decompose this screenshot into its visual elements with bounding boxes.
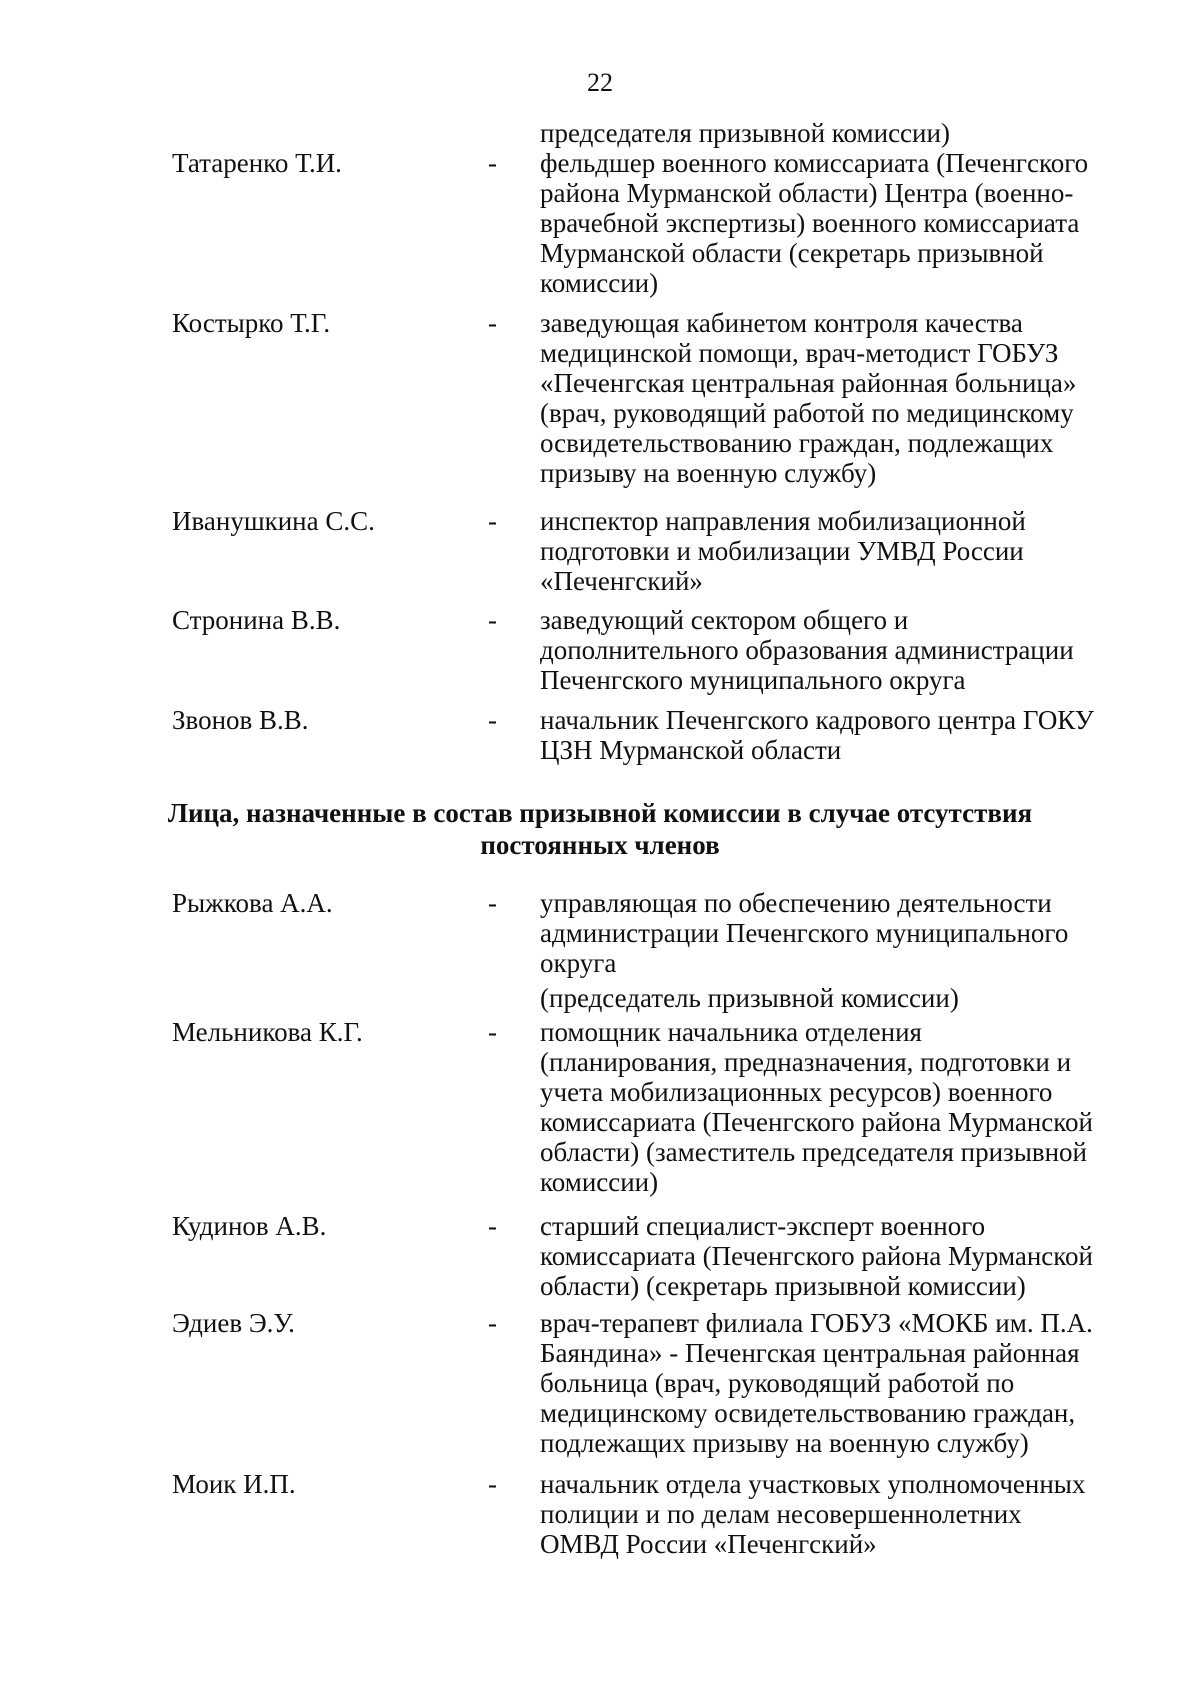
- substitute-description-line: медицинскому освидетельствованию граждан,: [540, 1398, 1076, 1428]
- substitute-description-line: больница (врач, руководящий работой по: [540, 1368, 1015, 1398]
- member-description-line: комиссии): [540, 268, 659, 298]
- member-description-line: Печенгского муниципального округа: [540, 665, 966, 695]
- substitute-description-line: области) (заместитель председателя призывной: [540, 1137, 1087, 1167]
- substitute-description-line: ОМВД России «Печенгский»: [540, 1529, 877, 1559]
- member-description-line: «Печенгская центральная районная больница»: [540, 368, 1077, 398]
- substitute-dash: -: [488, 1308, 497, 1338]
- member-name: Костырко Т.Г.: [172, 308, 331, 338]
- substitute-name: Моик И.П.: [172, 1469, 296, 1499]
- member-dash: -: [488, 506, 497, 536]
- member-description-line: фельдшер военного комиссариата (Печенгского: [540, 148, 1089, 178]
- member-dash: -: [488, 148, 497, 178]
- member-description-line: (врач, руководящий работой по медицинскому: [540, 398, 1074, 428]
- substitute-description-line: помощник начальника отделения: [540, 1017, 922, 1047]
- member-description-line: инспектор направления мобилизационной: [540, 506, 1026, 536]
- member-description-line: дополнительного образования администрации: [540, 635, 1074, 665]
- substitute-description-line: полиции и по делам несовершеннолетних: [540, 1499, 1022, 1529]
- continuation-line: председателя призывной комиссии): [540, 118, 950, 148]
- substitute-dash: -: [488, 888, 497, 918]
- member-description-line: «Печенгский»: [540, 566, 703, 596]
- member-description-line: подготовки и мобилизации УМВД России: [540, 536, 1024, 566]
- substitute-description-line: администрации Печенгского муниципального: [540, 918, 1069, 948]
- member-dash: -: [488, 605, 497, 635]
- substitute-dash: -: [488, 1469, 497, 1499]
- member-description-line: ЦЗН Мурманской области: [540, 735, 842, 765]
- member-description-line: призыву на военную службу): [540, 458, 877, 488]
- substitute-description-line: подлежащих призыву на военную службу): [540, 1428, 1029, 1458]
- substitute-name: Эдиев Э.У.: [172, 1308, 295, 1338]
- substitute-dash: -: [488, 1211, 497, 1241]
- substitute-description-line: (планирования, предназначения, подготовки и: [540, 1047, 1072, 1077]
- section-heading-line-1: Лица, назначенные в состав призывной комиссии в случае отсутствия: [167, 798, 1033, 828]
- substitute-description-line: старший специалист-эксперт военного: [540, 1211, 986, 1241]
- member-description-line: врачебной экспертизы) военного комиссариата: [540, 208, 1080, 238]
- substitute-description-line: управляющая по обеспечению деятельности: [540, 888, 1052, 918]
- substitute-description-line: (председатель призывной комиссии): [540, 983, 959, 1013]
- substitute-dash: -: [488, 1017, 497, 1047]
- substitute-name: Кудинов А.В.: [172, 1211, 327, 1241]
- member-description-line: медицинской помощи, врач-методист ГОБУЗ: [540, 338, 1059, 368]
- substitute-description-line: врач-терапевт филиала ГОБУЗ «МОКБ им. П.А.: [540, 1308, 1093, 1338]
- substitute-description-line: начальник отдела участковых уполномоченных: [540, 1469, 1086, 1499]
- member-name: Иванушкина С.С.: [172, 506, 375, 536]
- member-description-line: освидетельствованию граждан, подлежащих: [540, 428, 1054, 458]
- member-description-line: заведующий сектором общего и: [540, 605, 909, 635]
- member-description-line: начальник Печенгского кадрового центра ГОКУ: [540, 705, 1094, 735]
- page-number: 22: [587, 68, 613, 97]
- substitute-description-line: округа: [540, 948, 617, 978]
- member-dash: -: [488, 705, 497, 735]
- substitute-description-line: Баяндина» - Печенгская центральная районная: [540, 1338, 1080, 1368]
- substitute-description-line: области) (секретарь призывной комиссии): [540, 1271, 1026, 1301]
- section-heading-line-2: постоянных членов: [480, 830, 720, 860]
- member-dash: -: [488, 308, 497, 338]
- member-description-line: Мурманской области (секретарь призывной: [540, 238, 1044, 268]
- substitute-description-line: учета мобилизационных ресурсов) военного: [540, 1077, 1053, 1107]
- substitute-description-line: комиссариата (Печенгского района Мурманской: [540, 1241, 1093, 1271]
- member-name: Стронина В.В.: [172, 605, 341, 635]
- member-description-line: заведующая кабинетом контроля качества: [540, 308, 1023, 338]
- member-description-line: района Мурманской области) Центра (военно-: [540, 178, 1074, 208]
- substitute-description-line: комиссии): [540, 1167, 659, 1197]
- substitute-name: Мельникова К.Г.: [172, 1017, 363, 1047]
- substitute-name: Рыжкова А.А.: [172, 888, 333, 918]
- member-name: Звонов В.В.: [172, 705, 309, 735]
- member-name: Татаренко Т.И.: [172, 148, 342, 178]
- substitute-description-line: комиссариата (Печенгского района Мурманской: [540, 1107, 1093, 1137]
